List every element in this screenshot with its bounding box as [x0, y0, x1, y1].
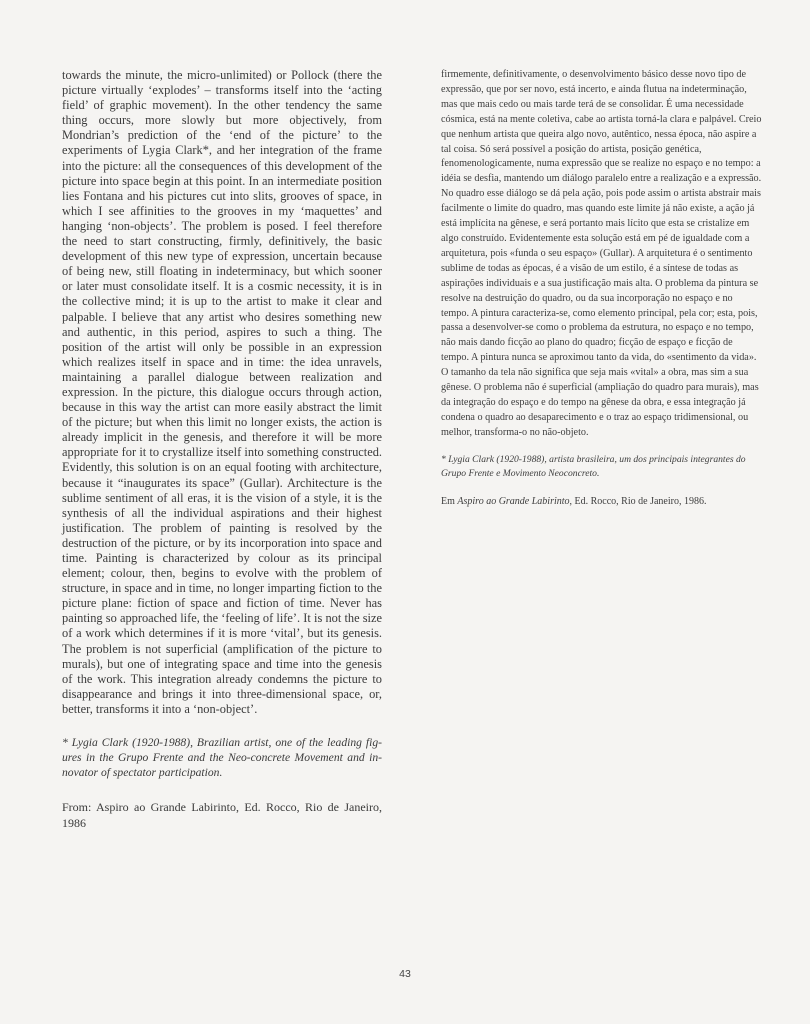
portuguese-footnote: * Lygia Clark (1920-1988), artista brasileira, um dos principais integrantes do Grupo Frente e Movimento Neoconcreto.: [441, 453, 746, 479]
english-footnote: * Lygia Clark (1920-1988), Brazilian artist, one of the leading figures in the Grupo Frente and the Neo-concrete Movement and innovator of spectator participation.: [62, 736, 382, 780]
portuguese-source-prefix: Em: [441, 495, 458, 507]
portuguese-column: [441, 68, 763, 509]
english-body-text: towards the minute, the micro-unlimited) or Pollock (there the picture virtually ‘explodes’ – transforms itself into the ‘acting field’ of graphic movement). In the other tendency the same thing occurs, more slowly but more objectively, from Mondrian’s prediction of the ‘end of the picture’ to the experiments of Lygia Clark*, and her integration of the frame into the picture: all the consequences of this development of the picture into space begin at this point. In an intermediate position lies Fontana and his pictures cut into slits, grooves of space, in which I see affinities to the grooves in my ‘maquettes’ and hanging ‘non-objects’. The problem is posed. I feel therefore the need to start constructing, firmly, definitively, the basic development of this new type of expression, uncertain because of being new, still floating in indeterminacy, but which sooner or later must consolidate itself. It is a cosmic necessity, it is in the collective mind; it is up to the artist to make it clear and palpable. I believe that any artist who desires something new and authentic, in this period, aspires to such a thing. The position of the artist will only be possible in an expression which realizes itself in space and in time: the idea unravels, maintaining a parallel dialogue between realization and expression. In the picture, this dialogue occurs through action, because in this way the artist can more easily abstract the limit of the picture; but when this limit no longer exists, the action is already implicit in the genesis, and therefore it will be more appropriate for it to crystallize itself into something constructed. Evidently, this solution is on an equal footing with architecture, because it “inaugurates its space” (Gullar). Architecture is the sublime sentiment of all eras, it is the vision of a style, it is the synthesis of all the individual aspirations and their highest justification. The problem of painting is resolved by the destruction of the picture, or by its incorporation into space and time. Painting is characterized by colour as its principal element; colour, then, begins to evolve with the problem of structure, in space and in time, no longer imparting fiction to the picture plane: fiction of space and fiction of time. Never has painting so approached life, the ‘feeling of life’. It is not the size of a work which determines if it is more ‘vital’, but its genesis. The problem is not superficial (amplification of the picture to murals), but one of integrating space and time into the genesis of the work. This integration already condemns the picture to disappearance and brings it into three-dimensional space, or, better, transforms it into a ‘non-object’.: [62, 68, 382, 716]
english-source: From: Aspiro ao Grande Labirinto, Ed. Rocco, Rio de Janeiro, 1986: [62, 800, 382, 830]
english-column: [62, 68, 382, 831]
portuguese-source-title: Aspiro ao Grande Labirinto: [457, 495, 570, 507]
portuguese-body-text: firmemente, definitivamente, o desenvolvimento básico desse novo tipo de expressão, que por ser novo, está incerto, e ainda flutua na indeterminação, mas que mais cedo ou mais tarde terá de se consolidar. É uma necessidade cósmica, está na mente coletiva, cabe ao artista torná-la clara e palpável. Creio que nenhum artista que queira algo novo, autêntico, nessa época, não aspire a tal coisa. Só será possível a posição do artista, posição genética, fenomenologicamente, numa expressão que se realize no espaço e no tempo: a idéia se desfia, mantendo um diálogo paralelo entre a realização e a expressão. No quadro esse diálogo se dá pela ação, pois pode assim o artista abstrair mais facilmente o limite do quadro, mas quando este limite já não existe, a ação já está implícita na gênese, e será portanto mais lícito que esta se cristalize em algo construído. Evidentemente esta solução está em pé de igualdade com a arquitetura, pois «funda o seu espaço» (Gullar). A arquitetura é o sentimento sublime de todas as épocas, é a visão de um estilo, é a síntese de todas as aspirações individuais e a sua justificação mais alta. O problema da pintura se resolve na destruição do quadro, ou da sua incorporação no espaço e no tempo. A pintura caracteriza-se, como elemento principal, pela cor; esta, pois, passa a desenvolver-se como o problema da estrutura, no espaço e no tempo, não mais dando ficção ao plano do quadro; ficção de espaço e ficção de tempo. A pintura nunca se aproximou tanto da vida, do «sentimento da vida». O tamanho da tela não significa que seja mais «vital» a obra, mas sim a sua gênese. O problema não é superficial (ampliação do quadro para murais), mas da integração do espaço e do tempo na gênese da obra, e essa integração já condena o quadro ao desaparecimento e o traz ao espaço tridimensional, ou melhor, transforma-o no não-objeto.: [441, 69, 762, 438]
portuguese-source-suffix: , Ed. Rocco, Rio de Janeiro, 1986.: [569, 495, 707, 507]
page-number: 43: [399, 968, 411, 980]
portuguese-source: [441, 495, 763, 509]
